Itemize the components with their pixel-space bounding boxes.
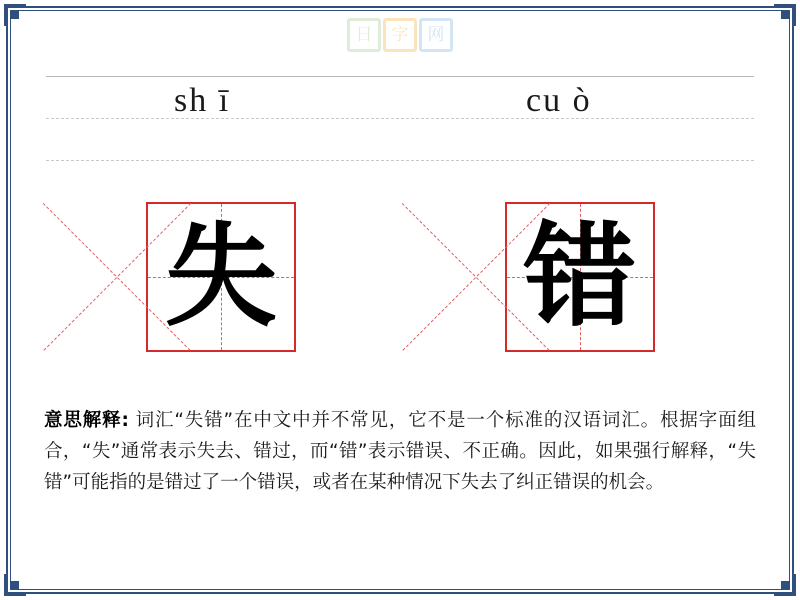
pinyin-rule-bottom bbox=[46, 160, 754, 161]
explanation-block bbox=[44, 405, 756, 498]
pinyin-rule-middle bbox=[46, 118, 754, 119]
character-grid-1 bbox=[146, 202, 296, 352]
pinyin-text-2: cu ò bbox=[526, 82, 592, 119]
watermark-char-1: 日 bbox=[347, 18, 381, 52]
pinyin-rule-top bbox=[46, 76, 754, 77]
pinyin-text-1: sh ī bbox=[174, 82, 231, 119]
character-grid-2 bbox=[505, 202, 655, 352]
explanation-text: 词汇“失错”在中文中并不常见，它不是一个标准的汉语词汇。根据字面组合，“失”通常表示失去、错过，而“错”表示错误、不正确。因此，如果强行解释，“失错”可能指的是错过了一个错误，或者在某种情况下失去了纠正错误的机会。 bbox=[44, 410, 756, 493]
watermark-char-2: 字 bbox=[383, 18, 417, 52]
corner-dot-top-right bbox=[781, 11, 789, 19]
corner-dot-top-left bbox=[11, 11, 19, 19]
watermark-char-3: 网 bbox=[419, 18, 453, 52]
corner-dot-bottom-left bbox=[11, 581, 19, 589]
site-watermark-logo bbox=[347, 18, 453, 52]
pinyin-ruled-area bbox=[46, 76, 754, 160]
hanzi-character-1: 失 bbox=[165, 212, 277, 342]
explanation-label: 意思解释: bbox=[44, 410, 129, 431]
corner-dot-bottom-right bbox=[781, 581, 789, 589]
hanzi-character-2: 错 bbox=[524, 212, 636, 342]
